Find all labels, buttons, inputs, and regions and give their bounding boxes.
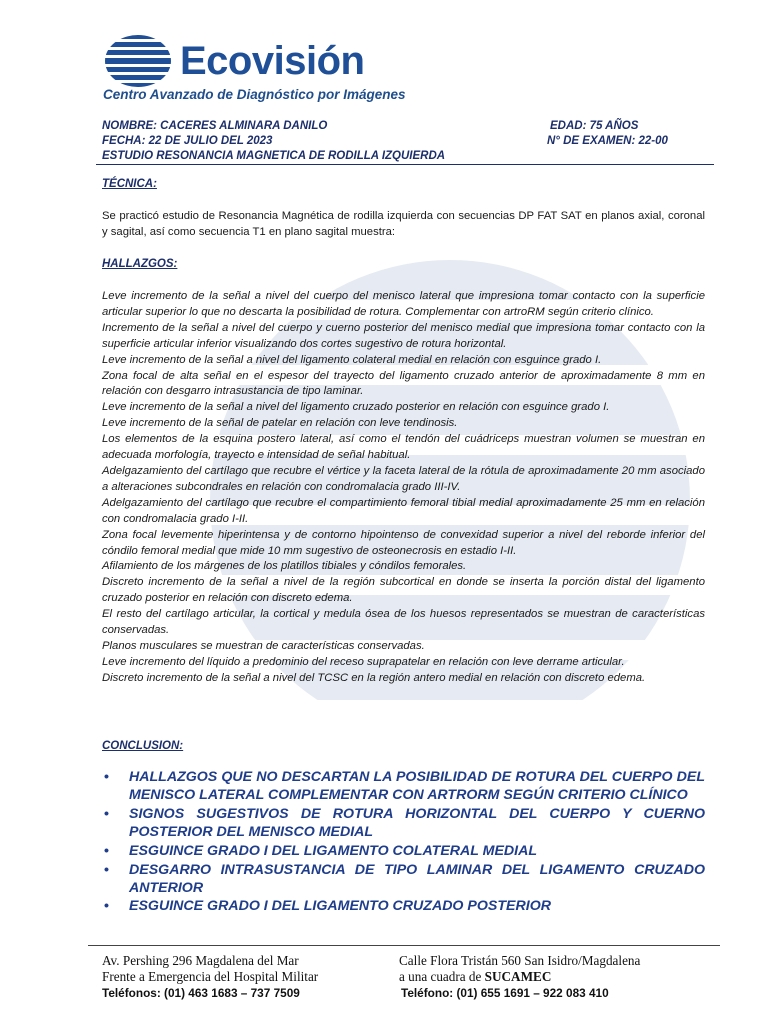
study-title: ESTUDIO RESONANCIA MAGNETICA DE RODILLA IZQUIERDA (102, 150, 446, 162)
finding-item: Leve incremento de la señal a nivel del ligamento colateral medial en relación con esguince grado I. (102, 353, 602, 366)
footer-right-address: Calle Flora Tristán 560 San Isidro/Magdalena (399, 953, 641, 968)
finding-item: Discreto incremento de la señal a nivel de la región subcortical en donde se inserta la porción distal del ligamento cruzado posterior en relación con discreto edema. (102, 576, 705, 605)
conclusion-text: HALLAZGOS QUE NO DESCARTAN LA POSIBILIDAD DE ROTURA DEL CUERPO DEL MENISCO LATERAL COMPLEMENTAR CON ARTRORM SEGÚN CRITERIO CLÍNICO (129, 769, 705, 804)
conclusion-list (102, 768, 705, 916)
footer-left-phone: Teléfonos: (01) 463 1683 – 737 7509 (102, 986, 300, 1000)
bullet-icon: • (104, 861, 109, 878)
footer-right-phone: Teléfono: (01) 655 1691 – 922 083 410 (401, 986, 609, 1000)
patient-age: EDAD: 75 AÑOS (550, 120, 639, 132)
findings-list (102, 289, 705, 687)
finding-item: Afilamiento de los márgenes de los platillos tibiales y cóndilos femorales. (102, 560, 467, 573)
conclusion-item (102, 897, 705, 915)
exam-number: N° DE EXAMEN: 22-00 (547, 135, 668, 147)
finding-item: Discreto incremento de la señal a nivel del TCSC en la región antero medial en relación con discreto edema. (102, 671, 646, 684)
finding-item: Incremento de la señal a nivel del cuerpo y cuerno posterior del menisco medial que impresiona tomar contacto con la superficie articular inferior visualizando dos cortes sugestivo de rotura horizontal. (102, 321, 705, 350)
header-divider (96, 164, 714, 165)
finding-item: Adelgazamiento del cartílago que recubre el compartimiento femoral tibial medial aproximadamente 25 mm en relación con condromalacia grado I-II. (102, 496, 705, 525)
footer-divider (88, 945, 720, 946)
finding-item: Los elementos de la esquina postero lateral, así como el tendón del cuádriceps muestran volumen se muestran en adecuada morfología, trayecto e intensidad de señal habitual. (102, 433, 705, 462)
patient-name: NOMBRE: CACERES ALMINARA DANILO (102, 120, 328, 132)
footer-right-reference-prefix: a una cuadra de (399, 969, 485, 984)
exam-date: FECHA: 22 DE JULIO DEL 2023 (102, 135, 273, 147)
ecovision-logo (104, 34, 374, 88)
bullet-icon: • (104, 769, 109, 785)
brand-tagline: Centro Avanzado de Diagnóstico por Imágenes (103, 87, 406, 102)
conclusion-item (102, 768, 705, 804)
conclusion-title: CONCLUSION: (102, 740, 184, 752)
footer-left-address: Av. Pershing 296 Magdalena del Mar (102, 953, 299, 968)
findings-title: HALLAZGOS: (102, 258, 178, 270)
finding-item: Leve incremento del líquido a predominio del receso suprapatelar en relación con leve derrame articular. (102, 655, 625, 668)
bullet-icon: • (104, 805, 109, 822)
finding-item: Leve incremento de la señal a nivel del cuerpo del menisco lateral que impresiona tomar contacto con la superficie articular superior lo que no descarta la posibilidad de rotura. Complementar con artroRM según criterio clínico. (102, 290, 705, 318)
technique-text: Se practicó estudio de Resonancia Magnética de rodilla izquierda con secuencias DP FAT SAT en planos axial, coronal y sagital, así como secuencia T1 en plano sagital muestra: (102, 210, 705, 238)
finding-item: Leve incremento de la señal de patelar en relación con leve tendinosis. (102, 417, 458, 430)
finding-item: Planos musculares se muestran de características conservadas. (102, 639, 425, 652)
conclusion-text: ESGUINCE GRADO I DEL LIGAMENTO CRUZADO POSTERIOR (129, 898, 551, 915)
finding-item: Zona focal de alta señal en el espesor del trayecto del ligamento cruzado anterior de aproximadamente 8 mm en relación con desgarro intrasustancia de tipo laminar. (102, 369, 705, 398)
conclusion-item (102, 805, 705, 841)
conclusion-text: SIGNOS SUGESTIVOS DE ROTURA HORIZONTAL DEL CUERPO Y CUERNO POSTERIOR DEL MENISCO MEDIAL (129, 805, 705, 841)
finding-item: Zona focal levemente hiperintensa y de contorno hipointenso de convexidad superior a nivel del reborde inferior del cóndilo femoral medial que mide 10 mm sugestivo de osteonecrosis en estadio I-II. (102, 528, 705, 557)
conclusion-item (102, 842, 705, 860)
brand-name: Ecovisión (180, 39, 365, 83)
conclusion-text: ESGUINCE GRADO I DEL LIGAMENTO COLATERAL MEDIAL (129, 842, 538, 859)
finding-item: El resto del cartílago articular, la cortical y medula ósea de los huesos representados se muestran de características conservadas. (102, 608, 705, 637)
footer-right-reference (399, 969, 551, 985)
finding-item: Leve incremento de la señal a nivel del ligamento cruzado posterior en relación con esguince grado I. (102, 401, 610, 414)
bullet-icon: • (104, 898, 109, 915)
bullet-icon: • (104, 842, 109, 859)
finding-item: Adelgazamiento del cartílago que recubre el vértice y la faceta lateral de la rótula de aproximadamente 20 mm asociado a alteraciones subcondrales en relación con condromalacia grado III-IV. (102, 464, 705, 493)
conclusion-text: DESGARRO INTRASUSTANCIA DE TIPO LAMINAR DEL LIGAMENTO CRUZADO ANTERIOR (129, 861, 705, 896)
globe-logo-icon (104, 34, 172, 88)
footer-right-reference-bold: SUCAMEC (484, 969, 552, 984)
technique-title: TÉCNICA: (102, 178, 157, 190)
conclusion-item (102, 861, 705, 897)
footer-left-reference: Frente a Emergencia del Hospital Militar (102, 969, 319, 984)
